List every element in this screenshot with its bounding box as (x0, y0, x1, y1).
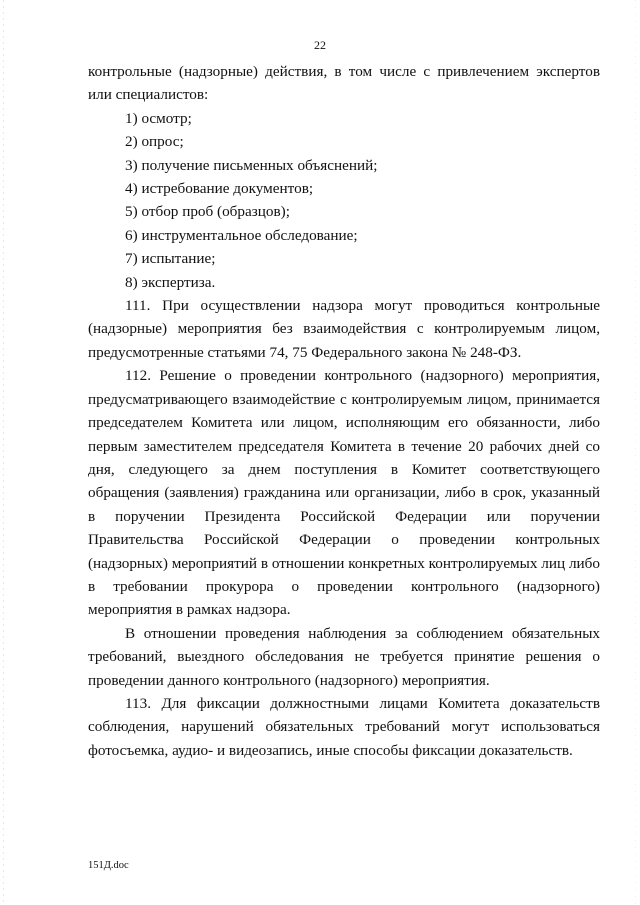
list-item: 2) опрос; (125, 133, 184, 151)
list-item: 3) получение письменных объяснений; (125, 156, 378, 174)
list-item: 8) экспертиза. (125, 273, 216, 291)
footer-file-name: 151Д.doc (88, 860, 129, 871)
document-body (88, 60, 600, 762)
list-item: 4) истребование документов; (125, 180, 314, 198)
paragraph-112-continuation: В отношении проведения наблюдения за соблюдением обязательных требований, выездного обследования не требуется принятие решения о проведении данного контрольного (надзорного) мероприятия. (88, 624, 600, 689)
list-item: 6) инструментальное обследование; (125, 226, 358, 244)
paragraph-112: 112. Решение о проведении контрольного (надзорного) мероприятия, предусматривающего взаимодействие с контролируемым лицом, принимается председателем Комитета или лицом, исполняющим его обязанности, либо первым заместителем председателя Комитета в течение 20 рабочих дней со дня, следующего за днем поступления в Комитет соответствующего обращения (заявления) гражданина или организации, либо в срок, указанный в поручении Президента Российской Федерации или поручении Правительства Российской Федерации о проведении контрольных (надзорных) мероприятий в отношении конкретных контролируемых лиц либо в требовании прокурора о проведении контрольного (надзорного) мероприятия в рамках надзора. (88, 367, 600, 619)
list-item: 1) осмотр; (125, 109, 192, 127)
scan-edge-right (635, 0, 636, 905)
page-number: 22 (314, 38, 326, 52)
scan-edge-left (3, 0, 4, 905)
list-item: 7) испытание; (125, 250, 216, 268)
paragraph-intro: контрольные (надзорные) действия, в том числе с привлечением экспертов или специалистов: (88, 63, 600, 104)
paragraph-111: 111. При осуществлении надзора могут проводиться контрольные (надзорные) мероприятия без взаимодействия с контролируемым лицом, предусмотренные статьями 74, 75 Федерального закона № 248-ФЗ. (88, 297, 600, 361)
paragraph-113: 113. Для фиксации должностными лицами Комитета доказательств соблюдения, нарушений обязательных требований могут использоваться фотосъемка, аудио- и видеозапись, иные способы фиксации доказательств. (88, 694, 600, 759)
list-item: 5) отбор проб (образцов); (125, 203, 290, 221)
